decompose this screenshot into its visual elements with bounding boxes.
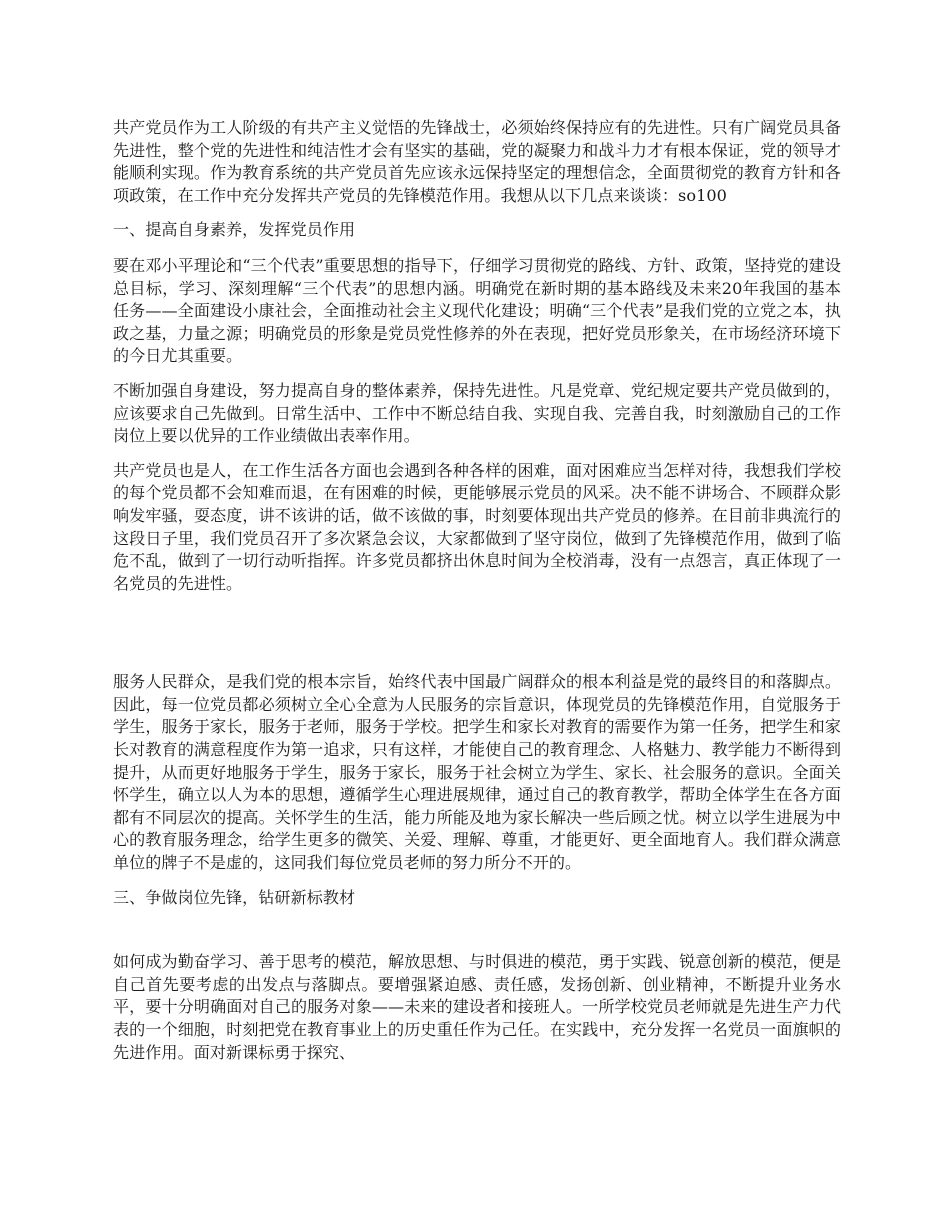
spacer (113, 875, 841, 887)
body-paragraph: 不断加强自身建设，努力提高自身的整体素养，保持先进性。凡是党章、党纪规定要共产党员做到的，应该要求自己先做到。日常生活中、工作中不断总结自我、实现自我、完善自我，时刻激励自己的工作岗位上要以优异的工作业绩做出表率作用。 (113, 380, 841, 446)
spacer (113, 368, 841, 380)
section-heading-1: 一、提高自身素养，发挥党员作用 (113, 220, 356, 240)
intro-paragraph: 共产党员作为工人阶级的有共产主义觉悟的先锋战士，必须始终保持应有的先进性。只有广阔党员具备先进性，整个党的先进性和纯洁性才会有坚实的基础，党的凝聚力和战斗力才有根本保证，党的领导才能顺利实现。作为教育系统的共产党员首先应该永远保持坚定的理想信念，全面贯彻党的教育方针和各项政策，在工作中充分发挥共产党员的先锋模范作用。我想从以下几点来谈谈：so100 (113, 118, 841, 205)
spacer (113, 448, 841, 460)
spacer (113, 595, 841, 671)
spacer (113, 242, 841, 255)
spacer (113, 207, 841, 219)
body-paragraph: 共产党员也是人，在工作生活各方面也会遇到各种各样的困难，面对困难应当怎样对待，我想我们学校的每个党员都不会知难而退，在有困难的时候，更能够展示党员的风采。决不能不讲场合、不顾群众影响发牢骚，耍态度，讲不该讲的话，做不该做的事，时刻要体现出共产党员的修养。在目前非典流行的这段日子里，我们党员召开了多次紧急会议，大家都做到了坚守岗位，做到了先锋模范作用，做到了临危不乱，做到了一切行动听指挥。许多党员都挤出休息时间为全校消毒，没有一点怨言，真正体现了一名党员的先进性。 (113, 460, 841, 593)
body-paragraph: 服务人民群众，是我们党的根本宗旨，始终代表中国最广阔群众的根本利益是党的最终目的和落脚点。因此，每一位党员都必须树立全心全意为人民服务的宗旨意识，体现党员的先锋模范作用，自觉服务于学生，服务于家长，服务于老师，服务于学校。把学生和家长对教育的需要作为第一任务，把学生和家长对教育的满意程度作为第一追求，只有这样，才能使自己的教育理念、人格魅力、教学能力不断得到提升，从而更好地服务于学生，服务于家长，服务于社会树立为学生、家长、社会服务的意识。全面关怀学生，确立以人为本的思想，遵循学生心理进展规律，通过自己的教育教学，帮助全体学生在各方面都有不同层次的提高。关怀学生的生活，能力所能及地为家长解决一些后顾之忧。树立以学生进展为中心的教育服务理念，给学生更多的微笑、关爱、理解、尊重，才能更好、更全面地育人。我们群众满意单位的牌子不是虚的，这同我们每位党员老师的努力所分不开的。 (113, 672, 841, 873)
section-heading-3: 三、争做岗位先锋，钻研新标教材 (113, 887, 356, 907)
spacer (113, 909, 841, 951)
body-paragraph: 要在邓小平理论和“三个代表”重要思想的指导下，仔细学习贯彻党的路线、方针、政策，坚持党的建设总目标，学习、深刻理解“三个代表”的思想内涵。明确党在新时期的基本路线及未来20年我国的基本任务——全面建设小康社会，全面推动社会主义现代化建设；明确“三个代表”是我们党的立党之本，执政之基，力量之源；明确党员的形象是党员党性修养的外在表现，把好党员形象关，在市场经济环境下的今日尤其重要。 (113, 255, 841, 366)
body-paragraph: 如何成为勤奋学习、善于思考的模范，解放思想、与时俱进的模范，勇于实践、锐意创新的模范，便是自己首先要考虑的出发点与落脚点。要增强紧迫感、责任感，发扬创新、创业精神，不断提升业务水平，要十分明确面对自己的服务对象——未来的建设者和接班人。一所学校党员老师就是先进生产力代表的一个细胞，时刻把党在教育事业上的历史重任作为己任。在实践中，充分发挥一名党员一面旗帜的先进作用。面对新课标勇于探究、 (113, 952, 841, 1062)
document-body (113, 117, 841, 1064)
